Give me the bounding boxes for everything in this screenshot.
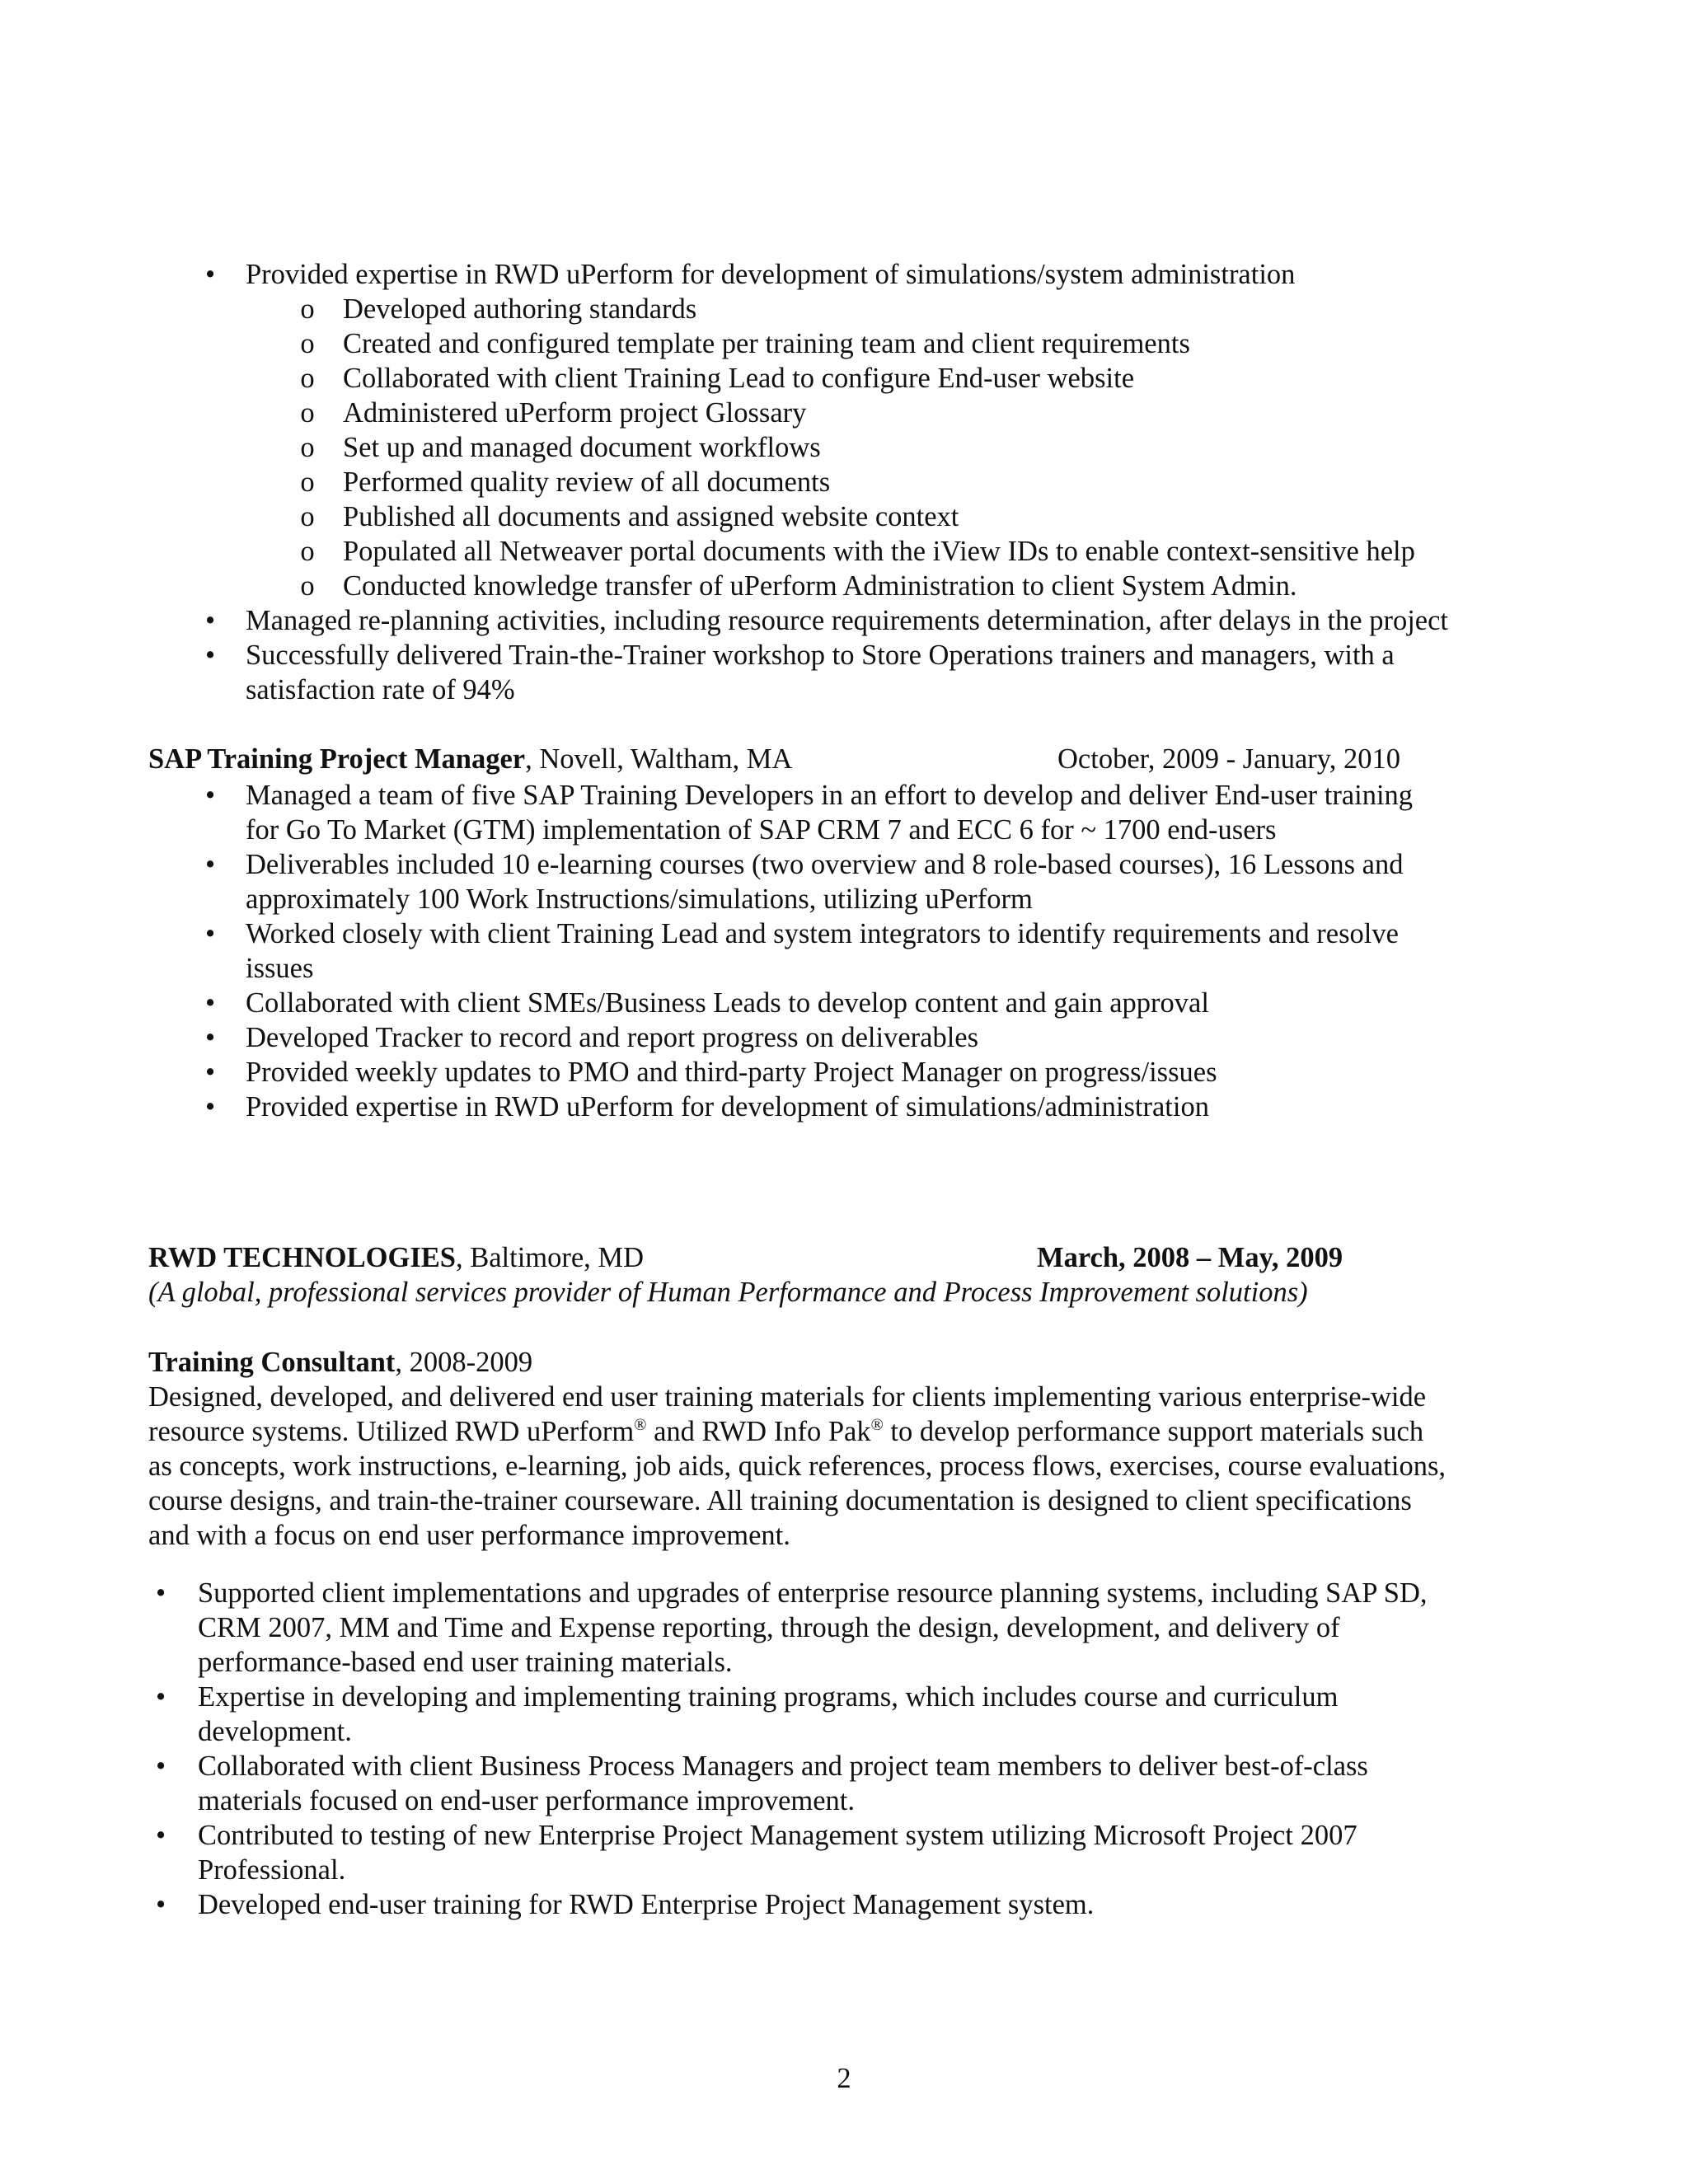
list-item: o Published all documents and assigned website context	[300, 501, 959, 532]
list-item: • Provided expertise in RWD uPerform for development of simulations/system administration	[198, 257, 1448, 292]
list-item: • Collaborated with client Business Process Managers and project team members to deliver best-of-class materials focused on end-user performance improvement.	[155, 1750, 1368, 1816]
company-dates: March, 2008 – May, 2009	[1037, 1242, 1343, 1273]
list-item: • Expertise in developing and implementing training programs, which includes course and curriculum development.	[155, 1681, 1339, 1747]
list-item: • Supported client implementations and upgrades of enterprise resource planning systems, including SAP SD, CRM 2007, MM and Time and Expense reporting, through the design, development, and delivery of performance-based end user training materials.	[155, 1577, 1428, 1678]
company-name: RWD TECHNOLOGIES	[148, 1242, 456, 1273]
list-item: • Successfully delivered Train-the-Trainer workshop to Store Operations trainers and managers, with a satisfaction rate of 94%	[204, 640, 1395, 705]
company-tagline: (A global, professional services provider of Human Performance and Process Improvement solutions)	[148, 1277, 1308, 1308]
rwd-heading	[148, 1240, 1550, 1275]
job-org: , Novell, Waltham, MA	[525, 743, 793, 775]
top-bullets	[198, 257, 1448, 707]
registered-mark: ®	[870, 1416, 884, 1434]
sap-role-heading	[148, 742, 1550, 776]
job-title: SAP Training Project Manager	[148, 743, 526, 775]
list-item: o Performed quality review of all documents	[300, 466, 831, 498]
list-item: o Administered uPerform project Glossary	[300, 397, 807, 429]
list-item: • Developed Tracker to record and report progress on deliverables	[204, 1022, 979, 1053]
list-item: • Managed a team of five SAP Training Developers in an effort to develop and deliver End-user training for Go To Market (GTM) implementation of SAP CRM 7 and ECC 6 for ~ 1700 end-users	[204, 780, 1414, 846]
sub-list	[198, 292, 1448, 603]
list-item: o Developed authoring standards	[300, 293, 697, 325]
list-item: • Collaborated with client SMEs/Business Leads to develop content and gain approval	[204, 987, 1209, 1019]
bullet-marker: •	[204, 259, 216, 290]
list-item: • Deliverables included 10 e-learning courses (two overview and 8 role-based courses), 16 Lessons and approximately 100 Work Instructions/simulations, utilizing uPerform	[204, 849, 1404, 915]
registered-mark: ®	[634, 1416, 647, 1434]
page-number: 2	[837, 2063, 851, 2094]
rwd-bullets	[148, 1576, 1615, 1922]
list-item: • Contributed to testing of new Enterprise Project Management system utilizing Microsoft Project 2007 Professional.	[155, 1820, 1357, 1886]
list-item: o Collaborated with client Training Lead to configure End-user website	[300, 363, 1135, 394]
role-years: , 2008-2009	[395, 1347, 533, 1378]
role-description: Designed, developed, and delivered end user training materials for clients implementing various enterprise-wide resource systems. Utilized RWD uPerform® and RWD Info Pak® to develop performance support materials such as concepts, work instructions, e-learning, job aids, quick references, process flows, exercises, course evaluations, course designs, and train-the-trainer courseware. All training documentation is designed to client specifications and with a focus on end user performance improvement.	[148, 1381, 1447, 1551]
role-heading	[148, 1345, 532, 1380]
list-item: • Worked closely with client Training Lead and system integrators to identify requirements and resolve issues	[204, 918, 1399, 984]
list-item: o Set up and managed document workflows	[300, 432, 821, 463]
list-item: o Created and configured template per training team and client requirements	[300, 328, 1190, 359]
list-item: • Provided weekly updates to PMO and third-party Project Manager on progress/issues	[204, 1057, 1217, 1088]
list-item: • Provided expertise in RWD uPerform for development of simulations/administration	[204, 1091, 1209, 1122]
sap-role-bullets	[198, 778, 1615, 1124]
job-dates: October, 2009 - January, 2010	[1057, 743, 1401, 775]
list-item: • Developed end-user training for RWD Enterprise Project Management system.	[155, 1889, 1095, 1920]
role-title: Training Consultant	[148, 1347, 396, 1378]
list-item: o Populated all Netweaver portal documents with the iView IDs to enable context-sensitive help	[300, 536, 1415, 567]
company-location: , Baltimore, MD	[455, 1242, 645, 1273]
list-item: • Managed re-planning activities, including resource requirements determination, after delays in the project	[204, 605, 1449, 636]
list-item: o Conducted knowledge transfer of uPerform Administration to client System Admin.	[300, 570, 1297, 602]
